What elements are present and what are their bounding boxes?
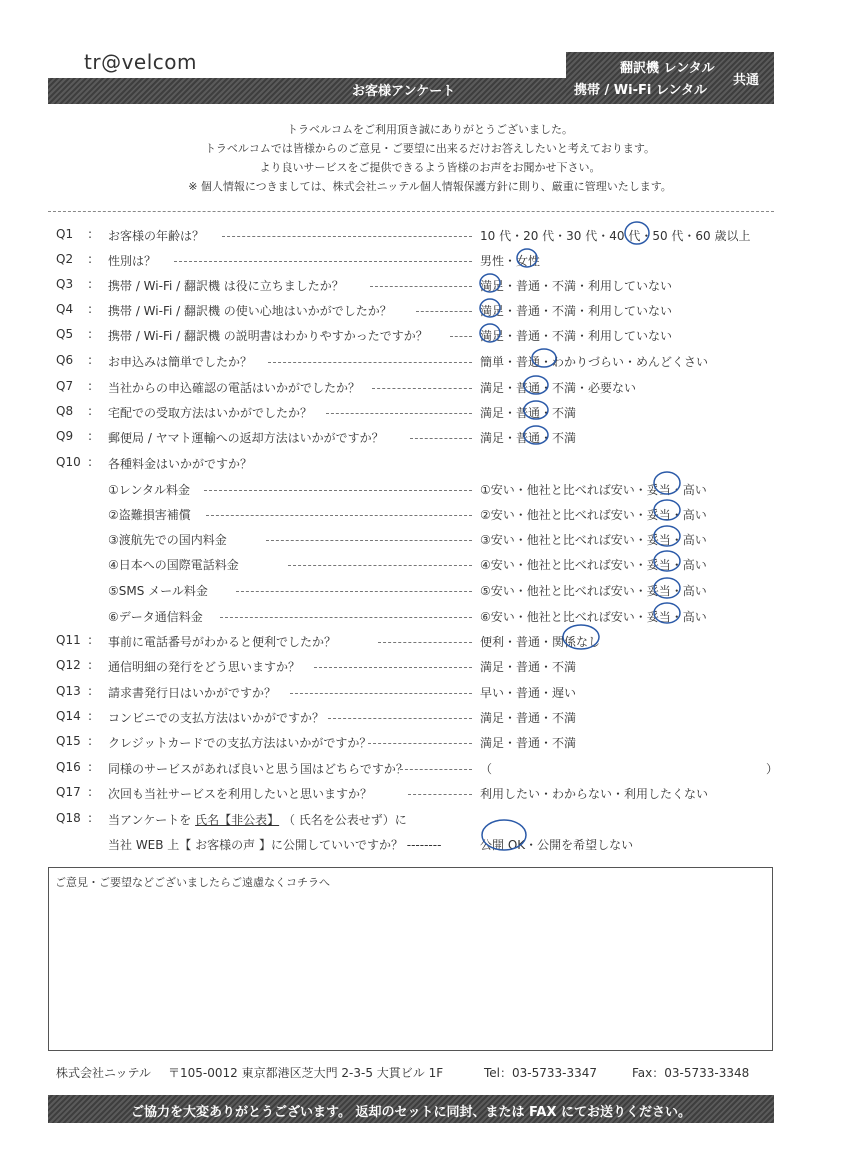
question-number: Q8 — [56, 404, 74, 418]
country-field-close: ） — [766, 762, 779, 776]
fee-row — [0, 556, 850, 576]
privacy-note: ※ 個人情報につきましては、株式会社ニッテル個人情報保護方針に則り、厳重に管理いたします。 — [188, 180, 672, 193]
section-divider — [48, 211, 774, 212]
footer-address: 〒105-0012 東京都港区芝大門 2-3-5 大貫ビル 1F — [168, 1066, 444, 1080]
question-text: 性別は？ — [108, 254, 157, 268]
answer-options[interactable]: ①安い・他社と比べれば安い・妥当・高い — [480, 483, 707, 497]
intro-line-3: より良いサービスをご提供できるよう皆様のお声をお聞かせ下さい。 — [259, 161, 601, 174]
question-text: コンビニでの支払方法はいかがですか？ — [108, 711, 325, 725]
comment-prompt: ご意見・ご要望などございましたらご遠慮なくコチラへ — [55, 876, 330, 889]
service-tab-translator: 翻訳機 レンタル — [620, 61, 715, 76]
answer-options[interactable]: 便利・普通・関係なし — [480, 635, 601, 649]
question-number: Q13 — [56, 684, 81, 698]
question-text: 携帯 / Wi-Fi / 翻訳機 は役に立ちましたか？ — [108, 279, 344, 293]
question-text: クレジットカードでの支払方法はいかがですか？ — [108, 736, 372, 750]
question-text: 請求書発行日はいかがですか？ — [108, 686, 277, 700]
answer-options[interactable]: 満足・普通・不満・利用していない — [480, 329, 673, 343]
fee-label: ④日本への国際電話料金 — [108, 558, 239, 572]
answer-options[interactable]: 満足・普通・不満 — [480, 660, 577, 674]
question-text: 事前に電話番号がわかると便利でしたか？ — [108, 635, 337, 649]
question-number: Q6 — [56, 353, 74, 367]
answer-options[interactable]: 満足・普通・不満・利用していない — [480, 279, 673, 293]
service-tab-common: 共通 — [733, 73, 760, 88]
question-number: Q17 — [56, 785, 81, 799]
question-text: 当アンケートを 氏名【非公表】 （ 氏名を公表せず）に — [108, 813, 407, 827]
fee-label: ①レンタル料金 — [108, 483, 190, 497]
question-row: Q3 : 携帯 / Wi-Fi / 翻訳機 は役に立ちましたか？ 満足・普通・不満・利用していない — [56, 277, 673, 293]
question-number: Q14 — [56, 709, 81, 723]
answer-options[interactable]: 満足・普通・不満 — [480, 711, 577, 725]
answer-options[interactable]: ④安い・他社と比べれば安い・妥当・高い — [480, 558, 707, 572]
question-text: お申込みは簡単でしたか？ — [108, 355, 253, 369]
service-tab-mobile-wifi: 携帯 / Wi-Fi レンタル — [574, 83, 708, 98]
fee-label: ③渡航先での国内料金 — [108, 533, 227, 547]
question-row: Q8 : 宅配での受取方法はいかがでしたか？ 満足・普通・不満 — [56, 404, 577, 420]
question-text: 次回も当社サービスを利用したいと思いますか？ — [108, 787, 373, 801]
question-number: Q3 — [56, 277, 74, 291]
question-text: 当社からの申込確認の電話はいかがでしたか？ — [108, 381, 361, 395]
intro-line-2: トラベルコムでは皆様からのご意見・ご要望に出来るだけお答えしたいと考えております。 — [204, 142, 656, 155]
question-row: Q14 : コンビニでの支払方法はいかがですか？ 満足・普通・不満 — [56, 709, 577, 725]
answer-options[interactable]: ⑥安い・他社と比べれば安い・妥当・高い — [480, 610, 707, 624]
survey-title: お客様アンケート — [352, 84, 456, 99]
footer-fax: Fax：03-5733-3348 — [632, 1066, 750, 1080]
fee-row — [0, 506, 850, 526]
fee-row — [0, 481, 850, 501]
question-row: Q2 : 性別は？ 男性・女性 — [56, 252, 541, 268]
question-row: Q6 : お申込みは簡単でしたか？ 簡単・普通・わかりづらい・めんどくさい — [56, 353, 709, 369]
answer-options[interactable]: 早い・普通・遅い — [480, 686, 577, 700]
answer-options[interactable]: 満足・普通・不満 — [480, 406, 577, 420]
answer-options[interactable]: 満足・普通・不満 — [480, 736, 577, 750]
question-row: Q1 : お客様の年齢は？ 10 代・20 代・30 代・40 代・50 代・60 歳以上 — [56, 227, 751, 243]
question-row-q18: Q18 : 当アンケートを 氏名【非公表】 （ 氏名を公表せず）に — [56, 811, 407, 827]
question-number: Q4 — [56, 302, 74, 316]
question-row: Q13 : 請求書発行日はいかがですか？ 早い・普通・遅い — [56, 684, 577, 700]
question-text: 同様のサービスがあれば良いと思う国はどちらですか？ — [108, 762, 408, 776]
fee-label: ⑤SMS メール料金 — [108, 584, 208, 598]
question-row: Q9 : 郵便局 / ヤマト運輸への返却方法はいかがですか？ 満足・普通・不満 — [56, 429, 577, 445]
fee-row — [0, 582, 850, 602]
question-row: Q7 : 当社からの申込確認の電話はいかがでしたか？ 満足・普通・不満・必要ない — [56, 379, 637, 395]
question-text: 各種料金はいかがですか？ — [108, 457, 253, 471]
question-number: Q7 — [56, 379, 74, 393]
fee-label: ②盗難損害補償 — [108, 508, 191, 522]
question-text: 携帯 / Wi-Fi / 翻訳機 の説明書はわかりやすかったですか？ — [108, 329, 428, 343]
country-field-open[interactable]: （ — [480, 762, 493, 776]
question-row: Q15 : クレジットカードでの支払方法はいかがですか？ 満足・普通・不満 — [56, 734, 577, 750]
question-number: Q2 — [56, 252, 74, 266]
question-row: Q16 : 同様のサービスがあれば良いと思う国はどちらですか？ （ ） — [56, 760, 779, 776]
company-logo: tr@velcom — [84, 50, 197, 74]
question-row: Q11 : 事前に電話番号がわかると便利でしたか？ 便利・普通・関係なし — [56, 633, 601, 649]
question-number: Q12 — [56, 658, 81, 672]
answer-options[interactable]: ③安い・他社と比べれば安い・妥当・高い — [480, 533, 707, 547]
footer-company: 株式会社ニッテル — [56, 1066, 151, 1080]
name-private-label: 氏名【非公表】 — [195, 813, 280, 827]
answer-options[interactable]: ②安い・他社と比べれば安い・妥当・高い — [480, 508, 707, 522]
question-number: Q16 — [56, 760, 81, 774]
answer-options[interactable]: ⑤安い・他社と比べれば安い・妥当・高い — [480, 584, 707, 598]
question-number: Q9 — [56, 429, 74, 443]
question-number: Q11 — [56, 633, 81, 647]
question-row: Q12 : 通信明細の発行をどう思いますか？ 満足・普通・不満 — [56, 658, 577, 674]
question-text: 郵便局 / ヤマト運輸への返却方法はいかがですか？ — [108, 431, 384, 445]
question-row: Q4 : 携帯 / Wi-Fi / 翻訳機 の使い心地はいかがでしたか？ 満足・普通・不満・利用していない — [56, 302, 673, 318]
question-text: 当社 WEB 上【 お客様の声 】に公開していいですか？ -------- — [108, 838, 442, 852]
answer-options[interactable]: 満足・普通・不満 — [480, 431, 577, 445]
bottom-banner — [48, 1095, 774, 1123]
intro-line-1: トラベルコムをご利用頂き誠にありがとうございました。 — [287, 123, 573, 136]
question-text: お客様の年齢は？ — [108, 229, 205, 243]
answer-options[interactable]: 簡単・普通・わかりづらい・めんどくさい — [480, 355, 709, 369]
answer-options[interactable]: 満足・普通・不満・必要ない — [480, 381, 637, 395]
fee-row — [0, 608, 850, 628]
question-row: Q10 : 各種料金はいかがですか？ — [56, 455, 253, 471]
question-number: Q18 — [56, 811, 81, 825]
question-number: Q1 — [56, 227, 74, 241]
question-text: 携帯 / Wi-Fi / 翻訳機 の使い心地はいかがでしたか？ — [108, 304, 392, 318]
question-number: Q5 — [56, 327, 74, 341]
answer-options[interactable]: 男性・女性 — [480, 254, 541, 268]
fee-row — [0, 531, 850, 551]
answer-options[interactable]: 満足・普通・不満・利用していない — [480, 304, 673, 318]
comment-textarea[interactable] — [48, 867, 773, 1051]
bottom-message: ご協力を大変ありがとうございます。 返却のセットに同封、または FAX にてお送りください。 — [130, 1105, 691, 1120]
question-number: Q10 — [56, 455, 81, 469]
question-text: 通信明細の発行をどう思いますか？ — [108, 660, 301, 674]
answer-options[interactable]: 利用したい・わからない・利用したくない — [480, 787, 709, 801]
question-row-q18-line2 — [0, 836, 850, 856]
question-number: Q15 — [56, 734, 81, 748]
footer-tel: Tel：03-5733-3347 — [484, 1066, 598, 1080]
fee-label: ⑥データ通信料金 — [108, 610, 203, 624]
answer-options[interactable]: 公開 OK・公開を希望しない — [480, 838, 634, 852]
question-row: Q5 : 携帯 / Wi-Fi / 翻訳機 の説明書はわかりやすかったですか？ 満足・普通・不満・利用していない — [56, 327, 673, 343]
answer-options[interactable]: 10 代・20 代・30 代・40 代・50 代・60 歳以上 — [480, 229, 751, 243]
question-row: Q17 : 次回も当社サービスを利用したいと思いますか？ 利用したい・わからない・利用したくない — [56, 785, 709, 801]
question-text: 宅配での受取方法はいかがでしたか？ — [108, 406, 313, 420]
